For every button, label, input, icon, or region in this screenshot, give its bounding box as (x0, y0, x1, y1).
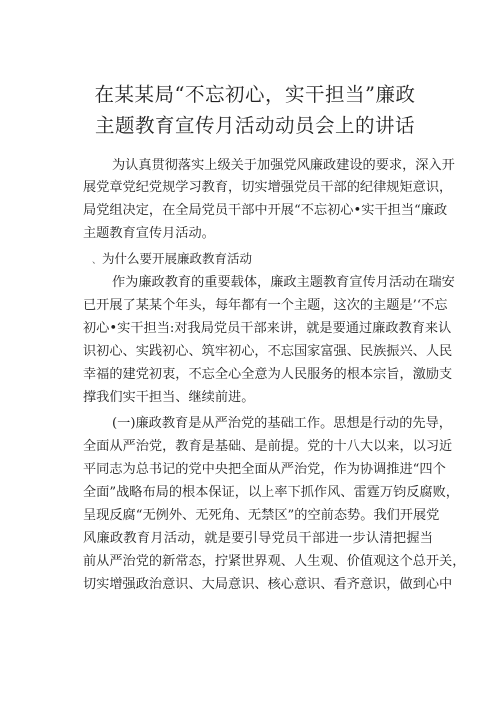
para3-line-7: 前从严治党的新常态，拧紧世界观、人生观、价值观这个总开关， (83, 554, 466, 569)
para2-line-4: 识初心、实践初心、筑牢初心，不忘国家富强、民族振兴、人民 (83, 344, 453, 359)
para2-line-2: 已开展了某某个年头，每年都有一个主题，这次的主题是’‘不忘 (83, 298, 448, 313)
intro-line-1: 为认真贯彻落实上级关于加强党风廉政建设的要求，深入开 (112, 158, 455, 173)
para3-line-1: (一)廉政教育是从严治党的基础工作。思想是行动的先导， (112, 416, 452, 431)
para3-line-2: 全面从严治党，教育是基础、是前提。党的十八大以来，以习近 (83, 439, 453, 454)
para2-line-5: 幸福的建党初衷，不忘全心全意为人民服务的根本宗旨，激励支 (83, 367, 453, 382)
para3-line-6: 风廉政教育月活动，就是要引导党员干部进一步认清把握当 (83, 531, 433, 546)
intro-line-2: 展党章党纪党规学习教育，切实增强党员干部的纪律规矩意识， (83, 180, 453, 195)
intro-line-4: 主题教育宣传月活动。 (83, 226, 215, 241)
para2-line-1: 作为廉政教育的重要载体，廉政主题教育宣传月活动在瑞安 (112, 275, 455, 290)
para2-line-3: 初心•实干担当:对我局党员干部来讲，就是要通过廉政教育来认 (83, 321, 452, 336)
para3-line-4: 全面”战略布局的根本保证，以上率下抓作风、雷霆万钧反腐败， (83, 485, 459, 500)
para3-line-5: 呈现反腐“无例外、无死角、无禁区”的空前态势。我们开展党 (83, 508, 440, 523)
document-title-line-2: 主题教育宣传月活动动员会上的讲话 (94, 114, 415, 137)
section-heading-text: 为什么要开展廉政教育活动 (102, 251, 253, 266)
section-heading-mark: 、 (92, 256, 102, 266)
para3-line-8: 切实增强政治意识、大局意识、核心意识、看齐意识，做到心中 (83, 577, 453, 592)
section-heading (92, 250, 252, 270)
para3-line-3: 平同志为总书记的党中央把全面从严治党，作为协调推进“四个 (83, 462, 446, 477)
document-title-line-1: 在某某局“不忘初心，实干担当”廉政 (94, 83, 416, 106)
intro-line-3: 局党组决定，在全局党员干部中开展“不忘初心•实干担当“廉政 (83, 203, 448, 218)
para2-line-6: 撑我们实干担当、继续前进。 (83, 390, 255, 405)
